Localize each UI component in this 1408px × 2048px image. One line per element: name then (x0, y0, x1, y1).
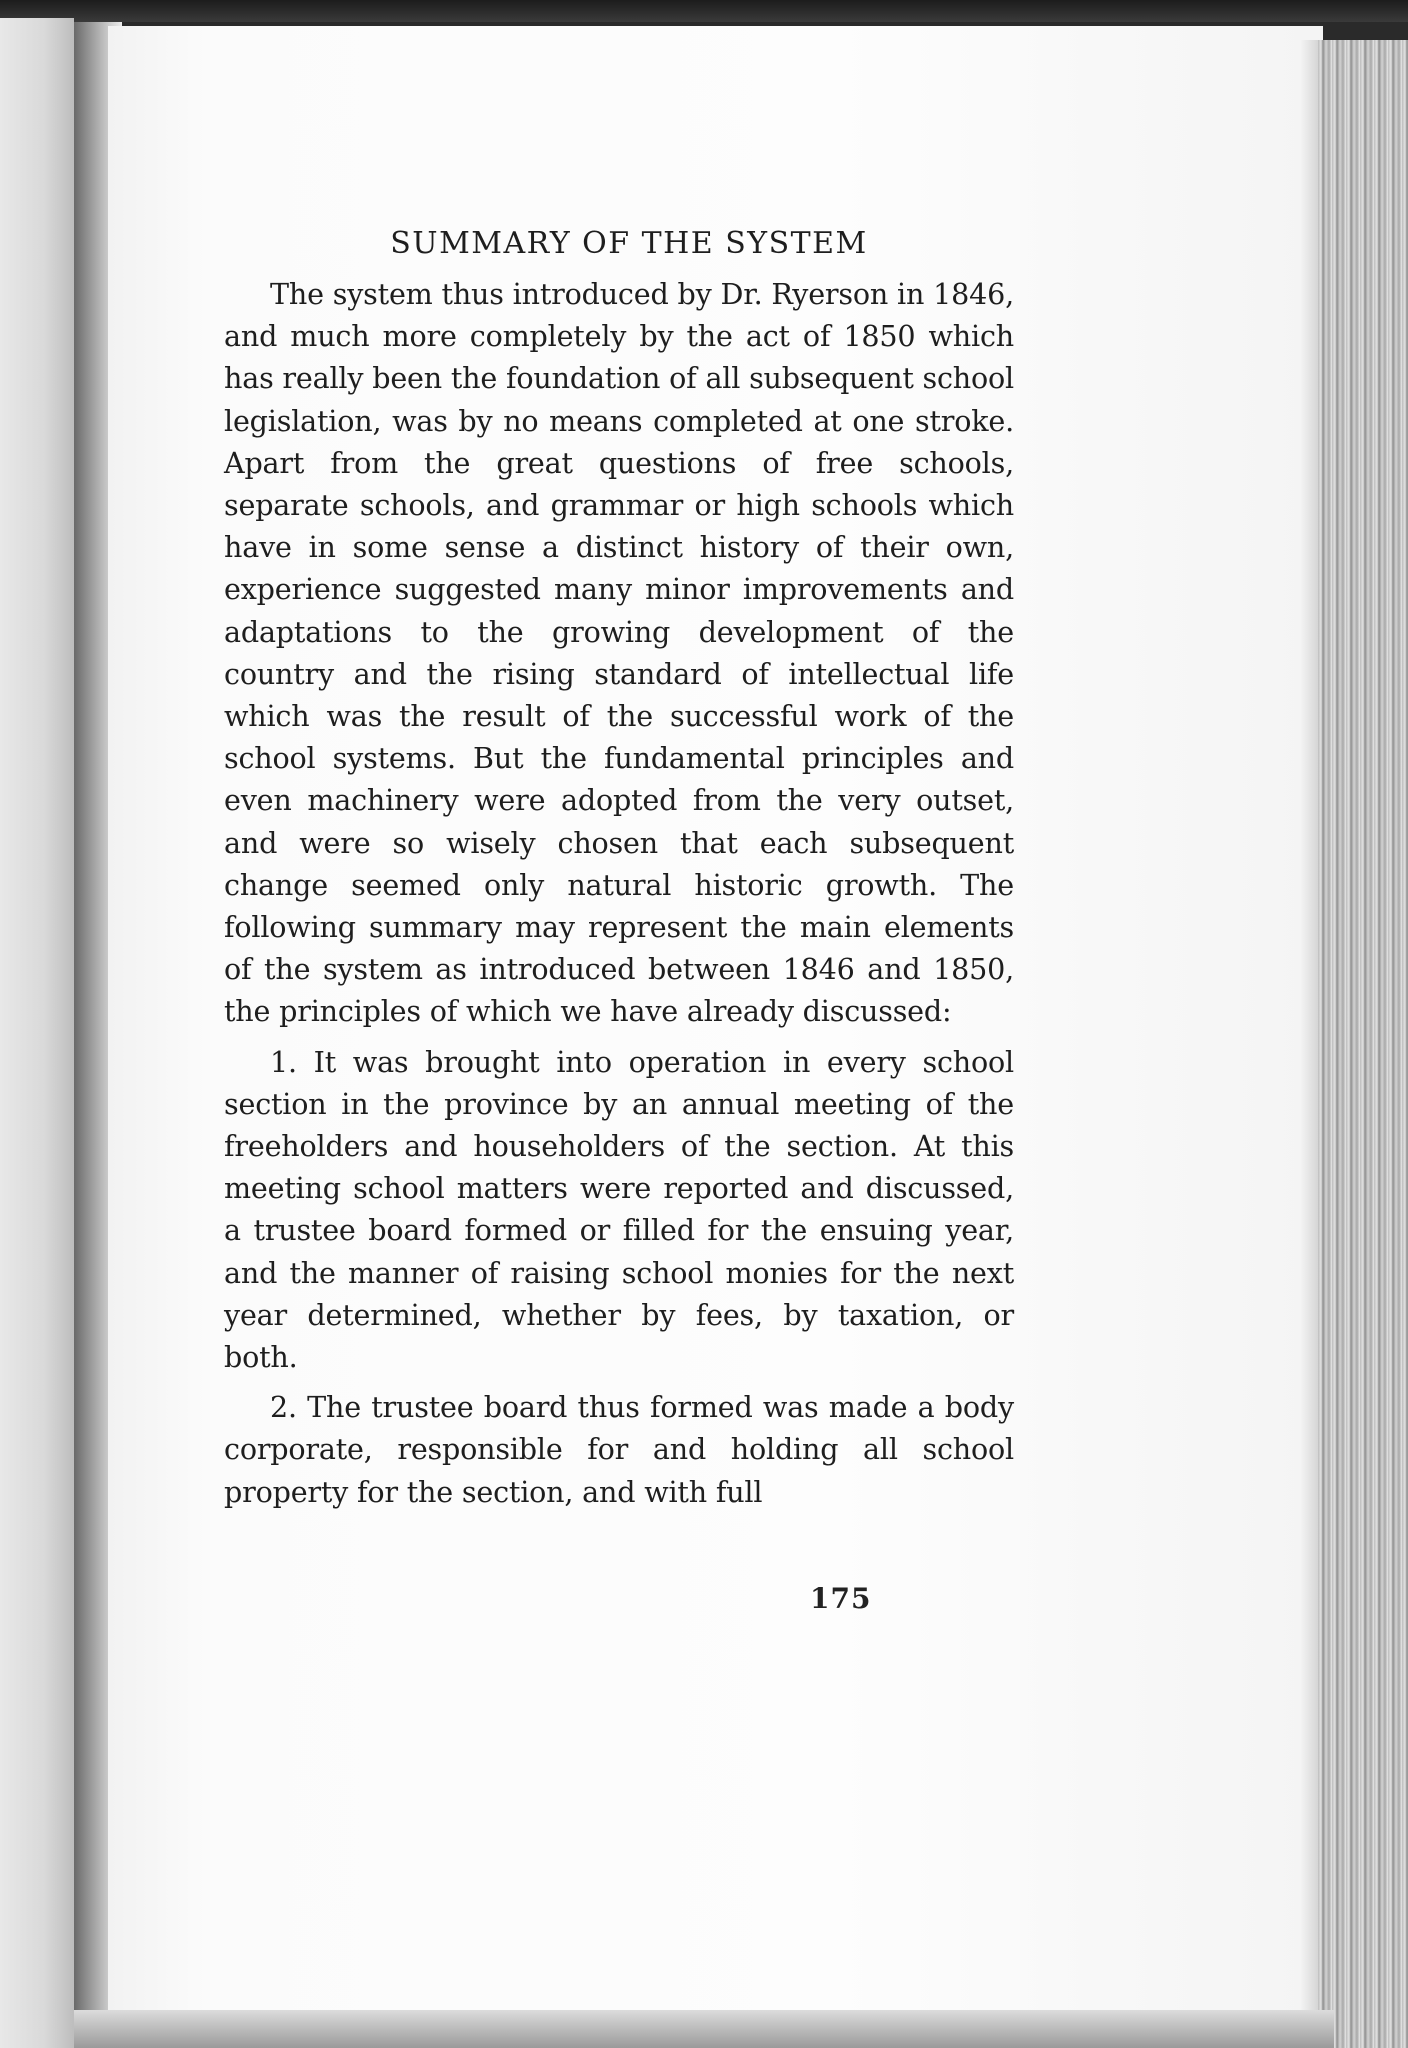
facing-page-edge (0, 18, 74, 2048)
scan-top-border (0, 0, 1408, 22)
paragraph-item-1: 1. It was brought into operation in every school section in the province by an annual meeting of the freeholders and householders of the section. At this meeting school matters were reported and discussed, a trustee board formed or filled for the ensuing year, and the manner of raising school monies for the next year determined, whether by fees, by taxation, or both. (224, 1044, 1014, 1375)
page-number: 175 (810, 1582, 872, 1615)
running-heading: SUMMARY OF THE SYSTEM (390, 226, 868, 261)
page-text-block (224, 226, 1014, 1513)
book-bottom-edge (74, 2010, 1334, 2048)
paragraph-item-2: 2. The trustee board thus formed was made a body corporate, responsible for and holding all school property for the section, and with full (224, 1390, 1014, 1509)
paragraph-intro: The system thus introduced by Dr. Ryerson in 1846, and much more completely by the act of 1850 which has really been the foundation of all subsequent school legislation, was by no means completed at one stroke. Apart from the great questions of free schools, separate schools, and grammar or high schools which have in some sense a distinct history of their own, experience suggested many minor improvements and adaptations to the growing development of the country and the rising standard of intellectual life which was the result of the successful work of the school systems. But the fundamental principles and even machinery were adopted from the very outset, and were so wisely chosen that each subsequent change seemed only natural historic growth. The following summary may represent the main elements of the system as introduced between 1846 and 1850, the principles of which we have already discussed: (224, 277, 1014, 1029)
book-page-edges (1318, 40, 1408, 2048)
